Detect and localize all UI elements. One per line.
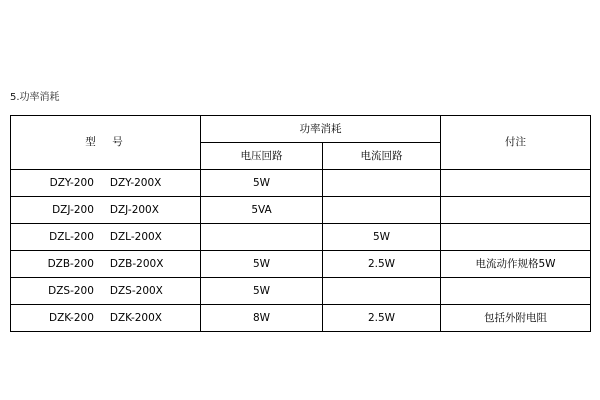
header-current-circuit: 电流回路 — [323, 143, 441, 170]
model-code-b: DZB-200X — [109, 257, 164, 270]
table-row — [11, 224, 591, 251]
model-code-b: DZL-200X — [109, 230, 162, 243]
cell-voltage: 5W — [201, 251, 323, 278]
model-code-a: DZY-200 — [49, 176, 94, 189]
cell-model — [11, 224, 201, 251]
power-consumption-table — [10, 115, 591, 332]
cell-current — [323, 278, 441, 305]
cell-current — [323, 197, 441, 224]
cell-note — [441, 170, 591, 197]
cell-voltage: 5W — [201, 278, 323, 305]
cell-model — [11, 170, 201, 197]
cell-model — [11, 305, 201, 332]
power-consumption-table-wrapper — [10, 115, 590, 332]
cell-note — [441, 224, 591, 251]
model-code-a: DZK-200 — [49, 311, 94, 324]
cell-note: 电流动作规格5W — [441, 251, 591, 278]
header-power-consumption: 功率消耗 — [201, 116, 441, 143]
header-model: 型 号 — [11, 116, 201, 170]
model-code-a: DZB-200 — [47, 257, 94, 270]
cell-voltage: 5VA — [201, 197, 323, 224]
cell-voltage: 8W — [201, 305, 323, 332]
section-title: 5.功率消耗 — [10, 92, 60, 103]
cell-voltage — [201, 224, 323, 251]
table-row — [11, 251, 591, 278]
table-row — [11, 170, 591, 197]
model-code-a: DZS-200 — [48, 284, 94, 297]
cell-voltage: 5W — [201, 170, 323, 197]
cell-current — [323, 170, 441, 197]
cell-note: 包括外附电阻 — [441, 305, 591, 332]
model-code-b: DZK-200X — [109, 311, 162, 324]
header-note: 付注 — [441, 116, 591, 170]
cell-model — [11, 197, 201, 224]
cell-note — [441, 278, 591, 305]
cell-model — [11, 278, 201, 305]
model-code-b: DZJ-200X — [109, 203, 159, 216]
table-row — [11, 278, 591, 305]
model-code-b: DZY-200X — [109, 176, 162, 189]
table-row — [11, 197, 591, 224]
header-voltage-circuit: 电压回路 — [201, 143, 323, 170]
model-code-a: DZJ-200 — [52, 203, 94, 216]
cell-current: 2.5W — [323, 305, 441, 332]
model-code-b: DZS-200X — [109, 284, 163, 297]
cell-current: 2.5W — [323, 251, 441, 278]
cell-note — [441, 197, 591, 224]
table-row — [11, 305, 591, 332]
table-header-row-1 — [11, 116, 591, 143]
model-code-a: DZL-200 — [49, 230, 94, 243]
cell-current: 5W — [323, 224, 441, 251]
cell-model — [11, 251, 201, 278]
